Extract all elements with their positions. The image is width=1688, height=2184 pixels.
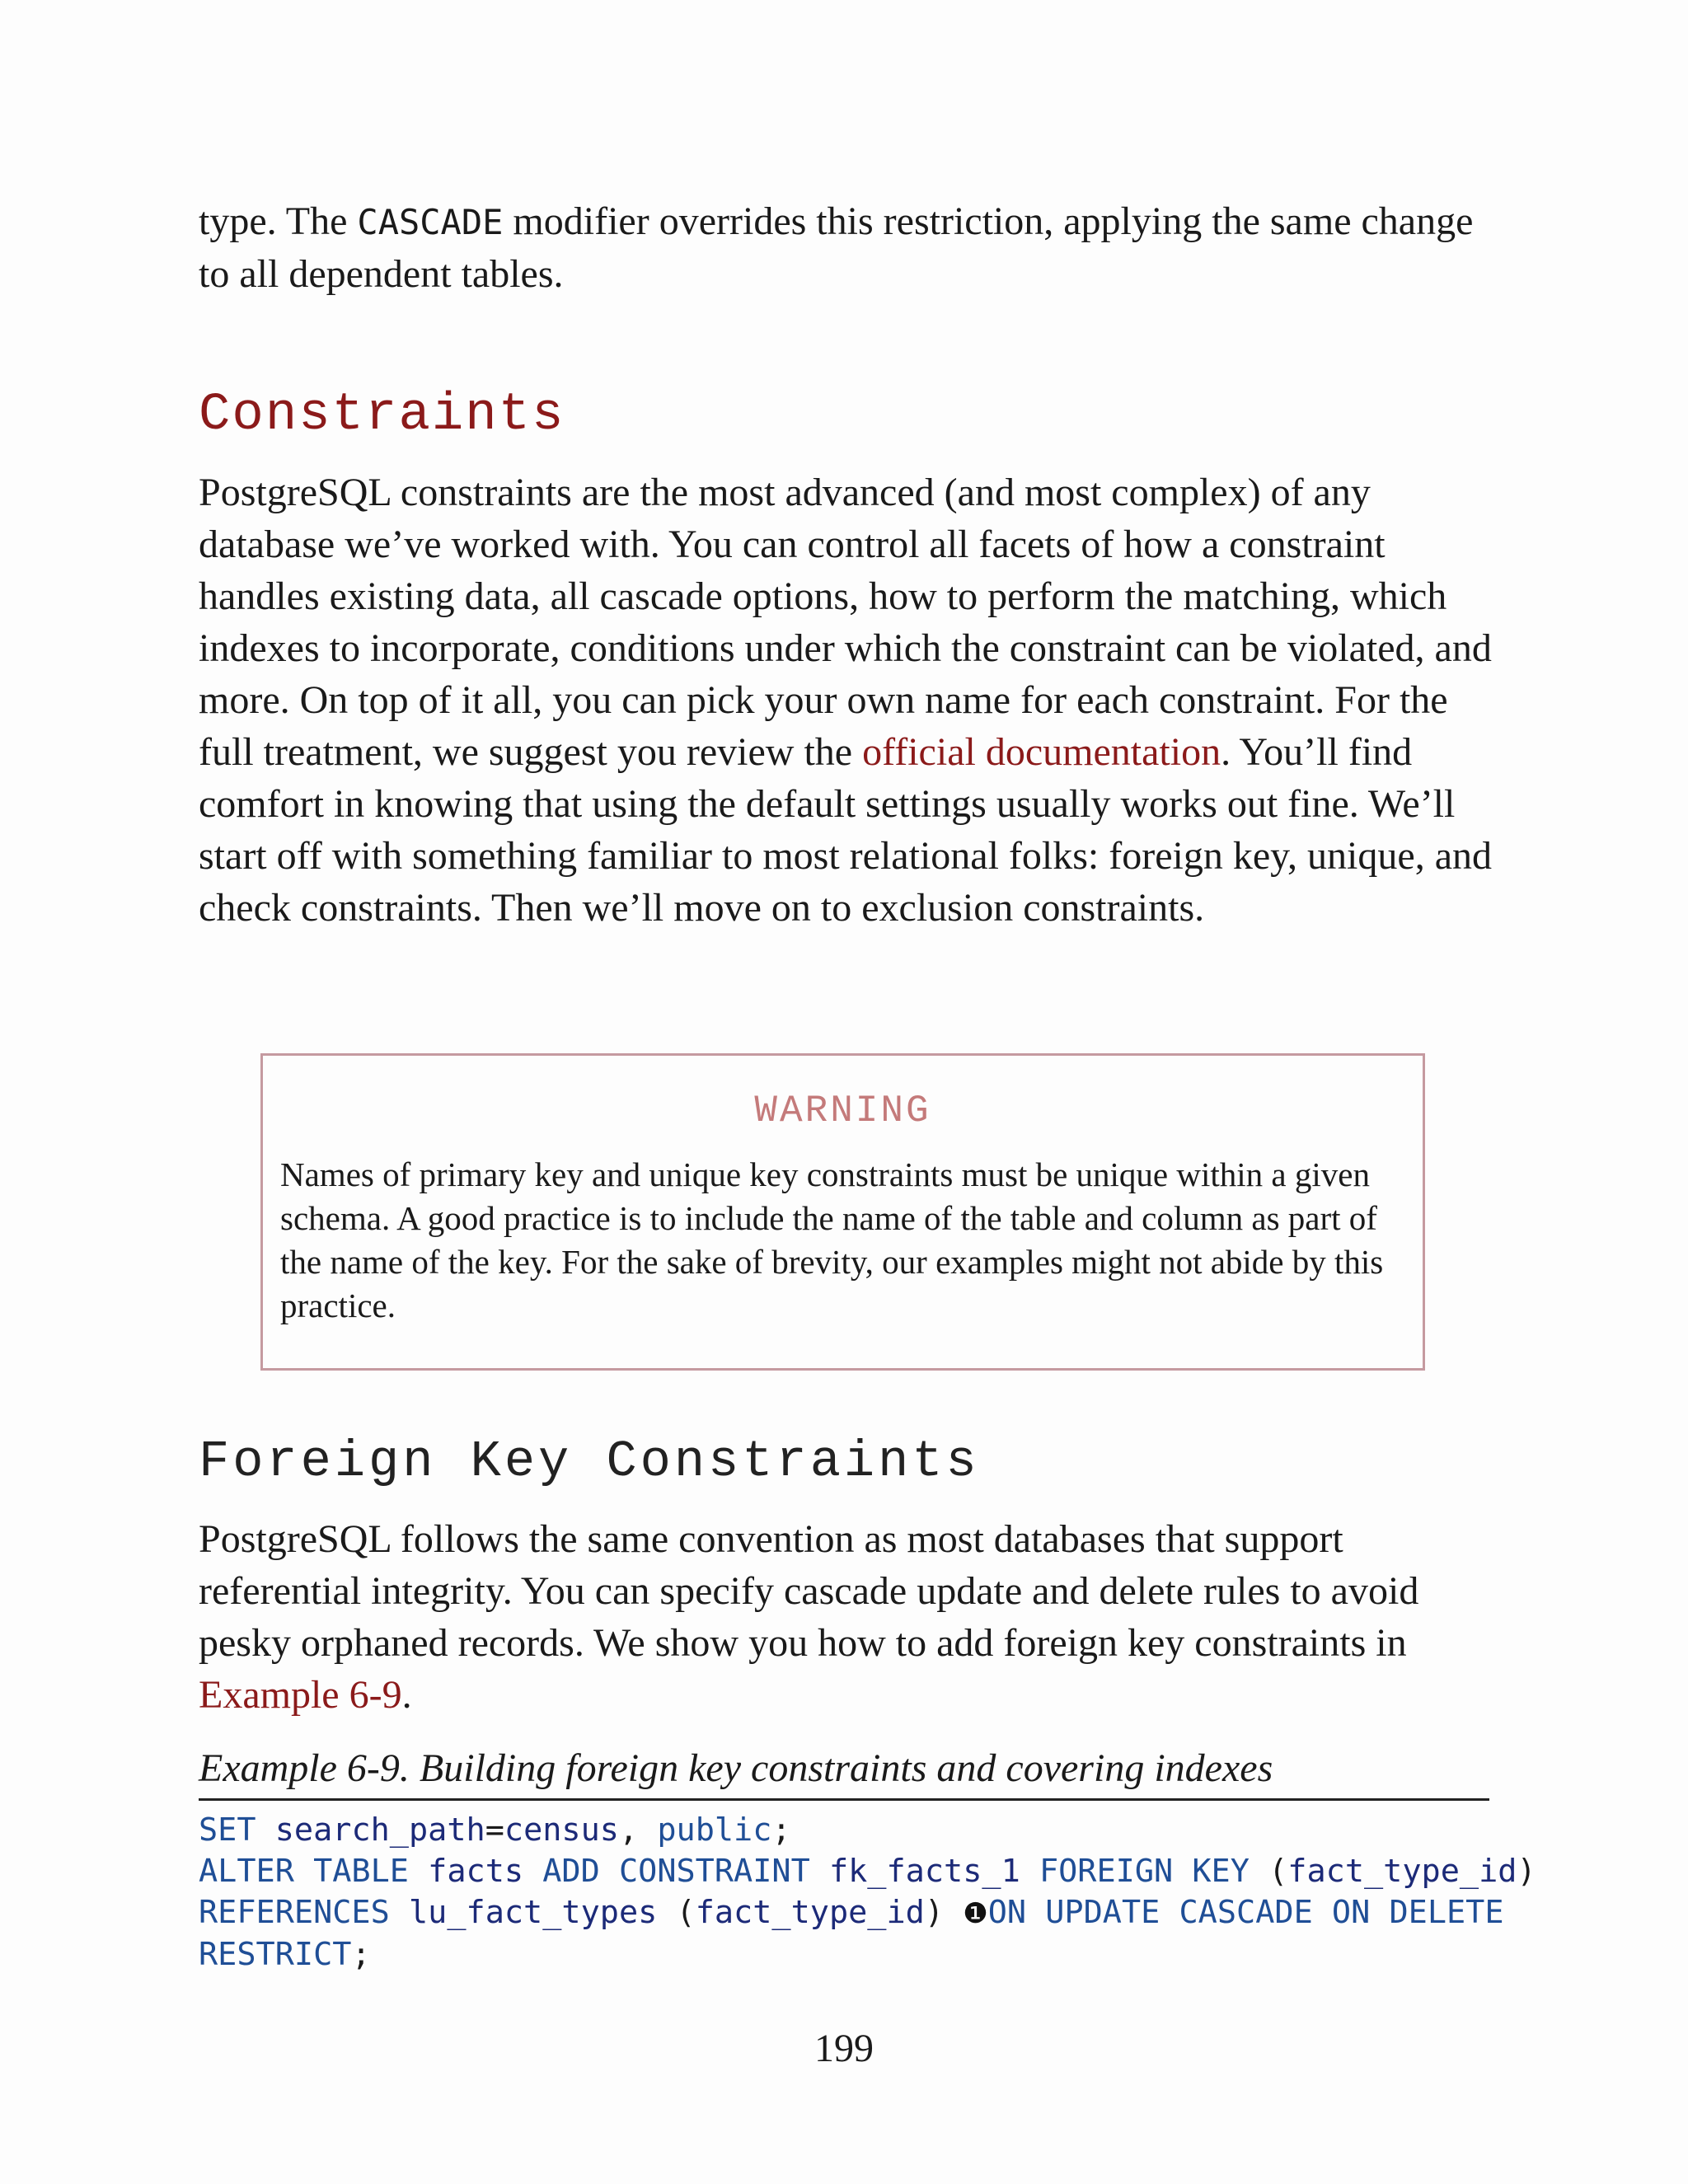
code-token: ;	[351, 1936, 371, 1973]
code-token: )	[1517, 1853, 1536, 1890]
code-token: facts	[428, 1853, 524, 1890]
intro-text-end: modifier overrides this restriction, applying the same change to all dependent tables.	[199, 199, 1474, 296]
code-token: fk_facts_1	[828, 1853, 1020, 1890]
page-number: 199	[814, 2027, 874, 2070]
code-listing	[199, 1810, 1536, 1975]
code-token: =	[485, 1811, 504, 1849]
code-token: ;	[771, 1811, 791, 1849]
code-token: fact_type_id	[1287, 1853, 1517, 1890]
code-token: SET	[199, 1811, 256, 1849]
code-line-4	[199, 1934, 1536, 1975]
code-line-3	[199, 1892, 1536, 1934]
code-token: RESTRICT	[199, 1936, 352, 1973]
code-token: (	[1268, 1853, 1288, 1890]
foreign-key-paragraph	[199, 1513, 1493, 1721]
code-token: )	[924, 1894, 945, 1931]
code-line-2	[199, 1851, 1536, 1892]
example-6-9-link[interactable]: Example 6-9	[199, 1673, 402, 1717]
code-token: ADD CONSTRAINT	[542, 1853, 810, 1890]
code-token: FOREIGN KEY	[1039, 1853, 1250, 1890]
subsection-heading-foreign-key: Foreign Key Constraints	[199, 1432, 980, 1491]
constraints-text-start: PostgreSQL constraints are the most advanced (and most complex) of any database we’ve worked with. You can control all facets of how a constraint handles existing data, all cascade options, how to perform the matching, which indexes to incorporate, conditions under which the constraint can be violated, and more. On top of it all, you can pick your own name for each constraint. For the full treatment, we suggest you review the	[199, 471, 1492, 774]
inline-code-cascade: CASCADE	[357, 202, 504, 242]
code-token: ALTER TABLE	[199, 1853, 409, 1890]
code-token: census	[504, 1811, 619, 1849]
warning-title: WARNING	[754, 1090, 931, 1132]
official-documentation-link[interactable]: official documentation	[862, 730, 1221, 774]
code-token: REFERENCES	[199, 1894, 390, 1931]
code-token: search_path	[274, 1811, 485, 1849]
code-line-1	[199, 1810, 1536, 1851]
code-token: fact_type_id	[695, 1894, 925, 1931]
warning-text: Names of primary key and unique key constraints must be unique within a given schema. A good practice is to include the name of the table and column as part of the name of the key. For the sake of brevity, our examples might not abide by this practice.	[280, 1155, 1384, 1324]
code-token: lu_fact_types	[408, 1894, 658, 1931]
intro-paragraph	[199, 195, 1493, 300]
callout-1-icon: ❶	[963, 1897, 988, 1930]
intro-text-start: type. The	[199, 199, 358, 243]
code-token: (	[676, 1894, 696, 1931]
constraints-paragraph	[199, 466, 1493, 934]
code-token: public	[657, 1811, 772, 1849]
code-token: ,	[618, 1811, 639, 1849]
code-token: ON UPDATE CASCADE ON DELETE	[987, 1894, 1504, 1931]
fk-text-end: .	[401, 1673, 412, 1717]
fk-text-start: PostgreSQL follows the same convention as most databases that support referential integrity. You can specify cascade update and delete rules to avoid pesky orphaned records. We show you how to add foreign key constraints in	[199, 1517, 1419, 1665]
warning-box	[260, 1053, 1425, 1371]
section-heading-constraints: Constraints	[199, 386, 565, 445]
example-caption: Example 6-9. Building foreign key constraints and covering indexes	[199, 1744, 1489, 1801]
constraints-text-end: . You’ll find comfort in knowing that using the default settings usually works out fine. We’ll start off with something familiar to most relational folks: foreign key, unique, and check constraints. Then we’ll move on to exclusion constraints.	[199, 730, 1492, 930]
